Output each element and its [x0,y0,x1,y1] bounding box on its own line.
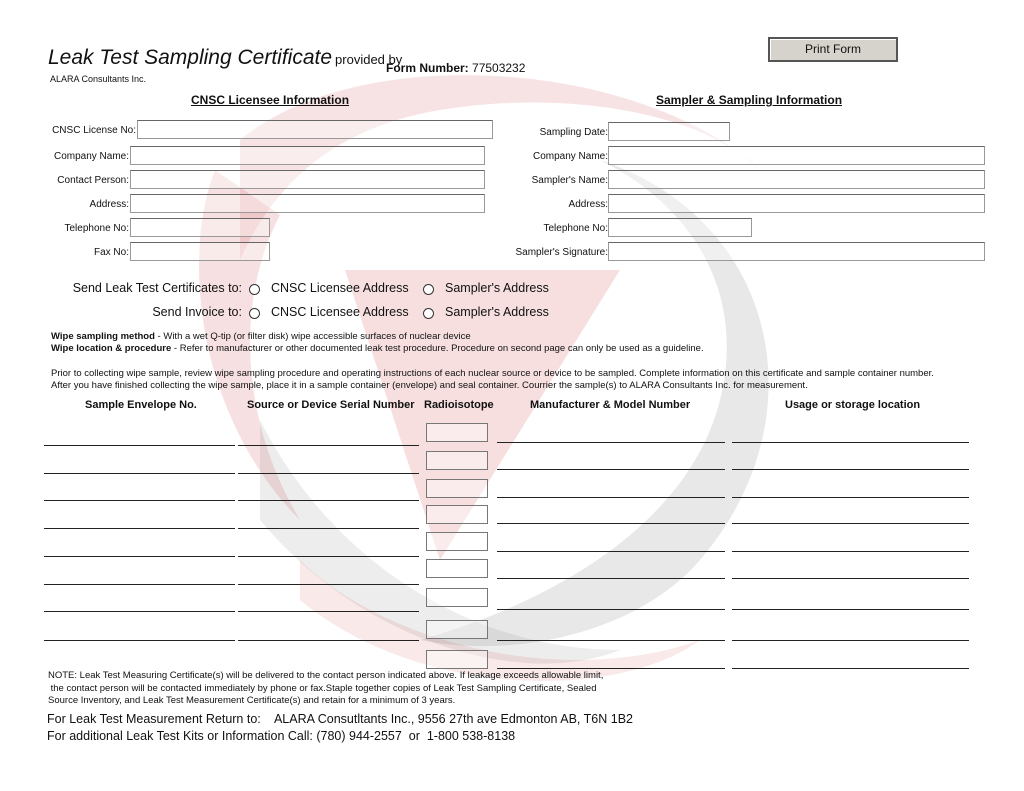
note-line-1: NOTE: Leak Test Measuring Certificate(s) will be delivered to the contact person indicated above. If leakage exceeds allowable limit, [48,670,604,681]
manufacturer-line-8[interactable] [497,640,725,641]
contact-person-label: Contact Person: [57,175,129,186]
envelope-no-line-3[interactable] [44,500,235,501]
sampler-telephone-input[interactable] [608,218,752,237]
envelope-no-line-1[interactable] [44,445,235,446]
manufacturer-line-6[interactable] [497,578,725,579]
provided-by-text: provided by [335,52,403,67]
col-isotope-header: Radioisotope [424,399,494,411]
serial-number-line-5[interactable] [238,556,419,557]
manufacturer-line-5[interactable] [497,551,725,552]
serial-number-line-4[interactable] [238,528,419,529]
sampler-signature-label: Sampler's Signature: [515,247,608,258]
license-label: CNSC License No: [52,125,136,136]
send-certificates-label: Send Leak Test Certificates to: [72,281,242,295]
manufacturer-line-7[interactable] [497,609,725,610]
location-line-5[interactable] [732,551,969,552]
col-location-header: Usage or storage location [785,399,921,411]
location-line-3[interactable] [732,497,969,498]
form-number [386,61,525,75]
location-line-8[interactable] [732,640,969,641]
fax-input[interactable] [130,242,270,261]
invoice-sampler-radio[interactable] [423,308,434,319]
radioisotope-box-1[interactable] [426,423,488,442]
return-address-line: For Leak Test Measurement Return to: ALARA Consutltants Inc., 9556 27th ave Edmonton AB, T6N 1B2 [47,712,633,726]
licensee-company-label: Company Name: [53,151,129,162]
wipe-method-bold: Wipe sampling method [51,331,155,342]
envelope-no-line-2[interactable] [44,473,235,474]
location-line-6[interactable] [732,578,969,579]
certificates-licensee-option: CNSC Licensee Address [271,281,409,295]
envelope-no-line-8[interactable] [44,640,235,641]
licensee-company-input[interactable] [130,146,485,165]
serial-number-line-3[interactable] [238,500,419,501]
contact-person-input[interactable] [130,170,485,189]
manufacturer-line-9[interactable] [497,668,725,669]
serial-number-line-8[interactable] [238,640,419,641]
manufacturer-line-4[interactable] [497,523,725,524]
send-invoice-label: Send Invoice to: [152,305,242,319]
wipe-method-text [51,331,471,342]
invoice-licensee-option: CNSC Licensee Address [271,305,409,319]
col-manufacturer-header: Manufacturer & Model Number [530,399,691,411]
print-form-button[interactable]: Print Form [768,37,898,62]
licensee-telephone-input[interactable] [130,218,270,237]
sampler-company-input[interactable] [608,146,985,165]
radioisotope-box-4[interactable] [426,505,488,524]
certificates-licensee-radio[interactable] [249,284,260,295]
manufacturer-line-1[interactable] [497,442,725,443]
wipe-location-desc: - Refer to manufacturer or other documented leak test procedure. Procedure on second page can only be used as a guideline. [171,343,704,354]
licensee-heading: CNSC Licensee Information [191,93,350,107]
sampler-name-label: Sampler's Name: [531,175,608,186]
note-line-3: Source Inventory, and Leak Test Measurement Certificate(s) and retain for a minimum of 3 years. [48,695,456,706]
radioisotope-box-5[interactable] [426,532,488,551]
form-number-label: Form Number: [386,61,469,75]
sampler-address-label: Address: [568,199,608,210]
company-name-small: ALARA Consultants Inc. [50,74,147,84]
serial-number-line-2[interactable] [238,473,419,474]
serial-number-line-7[interactable] [238,611,419,612]
location-line-4[interactable] [732,523,969,524]
wipe-location-text [51,343,704,354]
invoice-licensee-radio[interactable] [249,308,260,319]
envelope-no-line-6[interactable] [44,584,235,585]
sampling-date-label: Sampling Date: [539,127,608,138]
note-line-2: the contact person will be contacted immediately by phone or fax.Staple together copies of Leak Test Sampling Certificate, Sealed [48,682,597,694]
note-block [48,670,603,708]
col-serial-header: Source or Device Serial Number [247,399,415,411]
manufacturer-line-3[interactable] [497,497,725,498]
sampler-company-label: Company Name: [532,151,608,162]
certificates-sampler-radio[interactable] [423,284,434,295]
location-line-9[interactable] [732,668,969,669]
sampling-date-input[interactable] [608,122,730,141]
sampler-signature-input[interactable] [608,242,985,261]
sampler-name-input[interactable] [608,170,985,189]
radioisotope-box-6[interactable] [426,559,488,578]
sampler-telephone-label: Telephone No: [543,223,608,234]
licensee-address-label: Address: [89,199,129,210]
invoice-sampler-option: Sampler's Address [445,305,549,319]
radioisotope-box-7[interactable] [426,588,488,607]
location-line-2[interactable] [732,469,969,470]
col-envelope-header: Sample Envelope No. [85,399,197,411]
envelope-no-line-5[interactable] [44,556,235,557]
fax-label: Fax No: [93,247,129,258]
licensee-address-input[interactable] [130,194,485,213]
instruction-para-2: After you have finished collecting the wipe sample, place it in a sample container (envelope) and seal container. Courrier the sample(s) to ALARA Consultants Inc. for measurement. [51,380,808,391]
location-line-1[interactable] [732,442,969,443]
sampler-address-input[interactable] [608,194,985,213]
sampler-heading: Sampler & Sampling Information [656,93,843,107]
title-text: Leak Test Sampling Certificate [48,46,333,69]
wipe-method-desc: - With a wet Q-tip (or filter disk) wipe accessible surfaces of nuclear device [154,331,471,342]
envelope-no-line-7[interactable] [44,611,235,612]
wipe-location-bold: Wipe location & procedure [51,343,172,354]
serial-number-line-1[interactable] [238,445,419,446]
radioisotope-box-9[interactable] [426,650,488,669]
radioisotope-box-2[interactable] [426,451,488,470]
envelope-no-line-4[interactable] [44,528,235,529]
form-title [48,46,402,70]
manufacturer-line-2[interactable] [497,469,725,470]
instruction-para-1: Prior to collecting wipe sample, review wipe sampling procedure and operating instructions of each nuclear source or device to be sampled. Complete information on this certificate and sample container number. [51,368,934,379]
info-phone-line: For additional Leak Test Kits or Information Call: (780) 944-2557 or 1-800 538-8138 [47,729,516,743]
license-input[interactable] [137,120,493,139]
radioisotope-box-3[interactable] [426,479,488,498]
location-line-7[interactable] [732,609,969,610]
certificates-sampler-option: Sampler's Address [445,281,549,295]
form-number-value: 77503232 [472,61,526,75]
radioisotope-box-8[interactable] [426,620,488,639]
serial-number-line-6[interactable] [238,584,419,585]
licensee-telephone-label: Telephone No: [64,223,129,234]
